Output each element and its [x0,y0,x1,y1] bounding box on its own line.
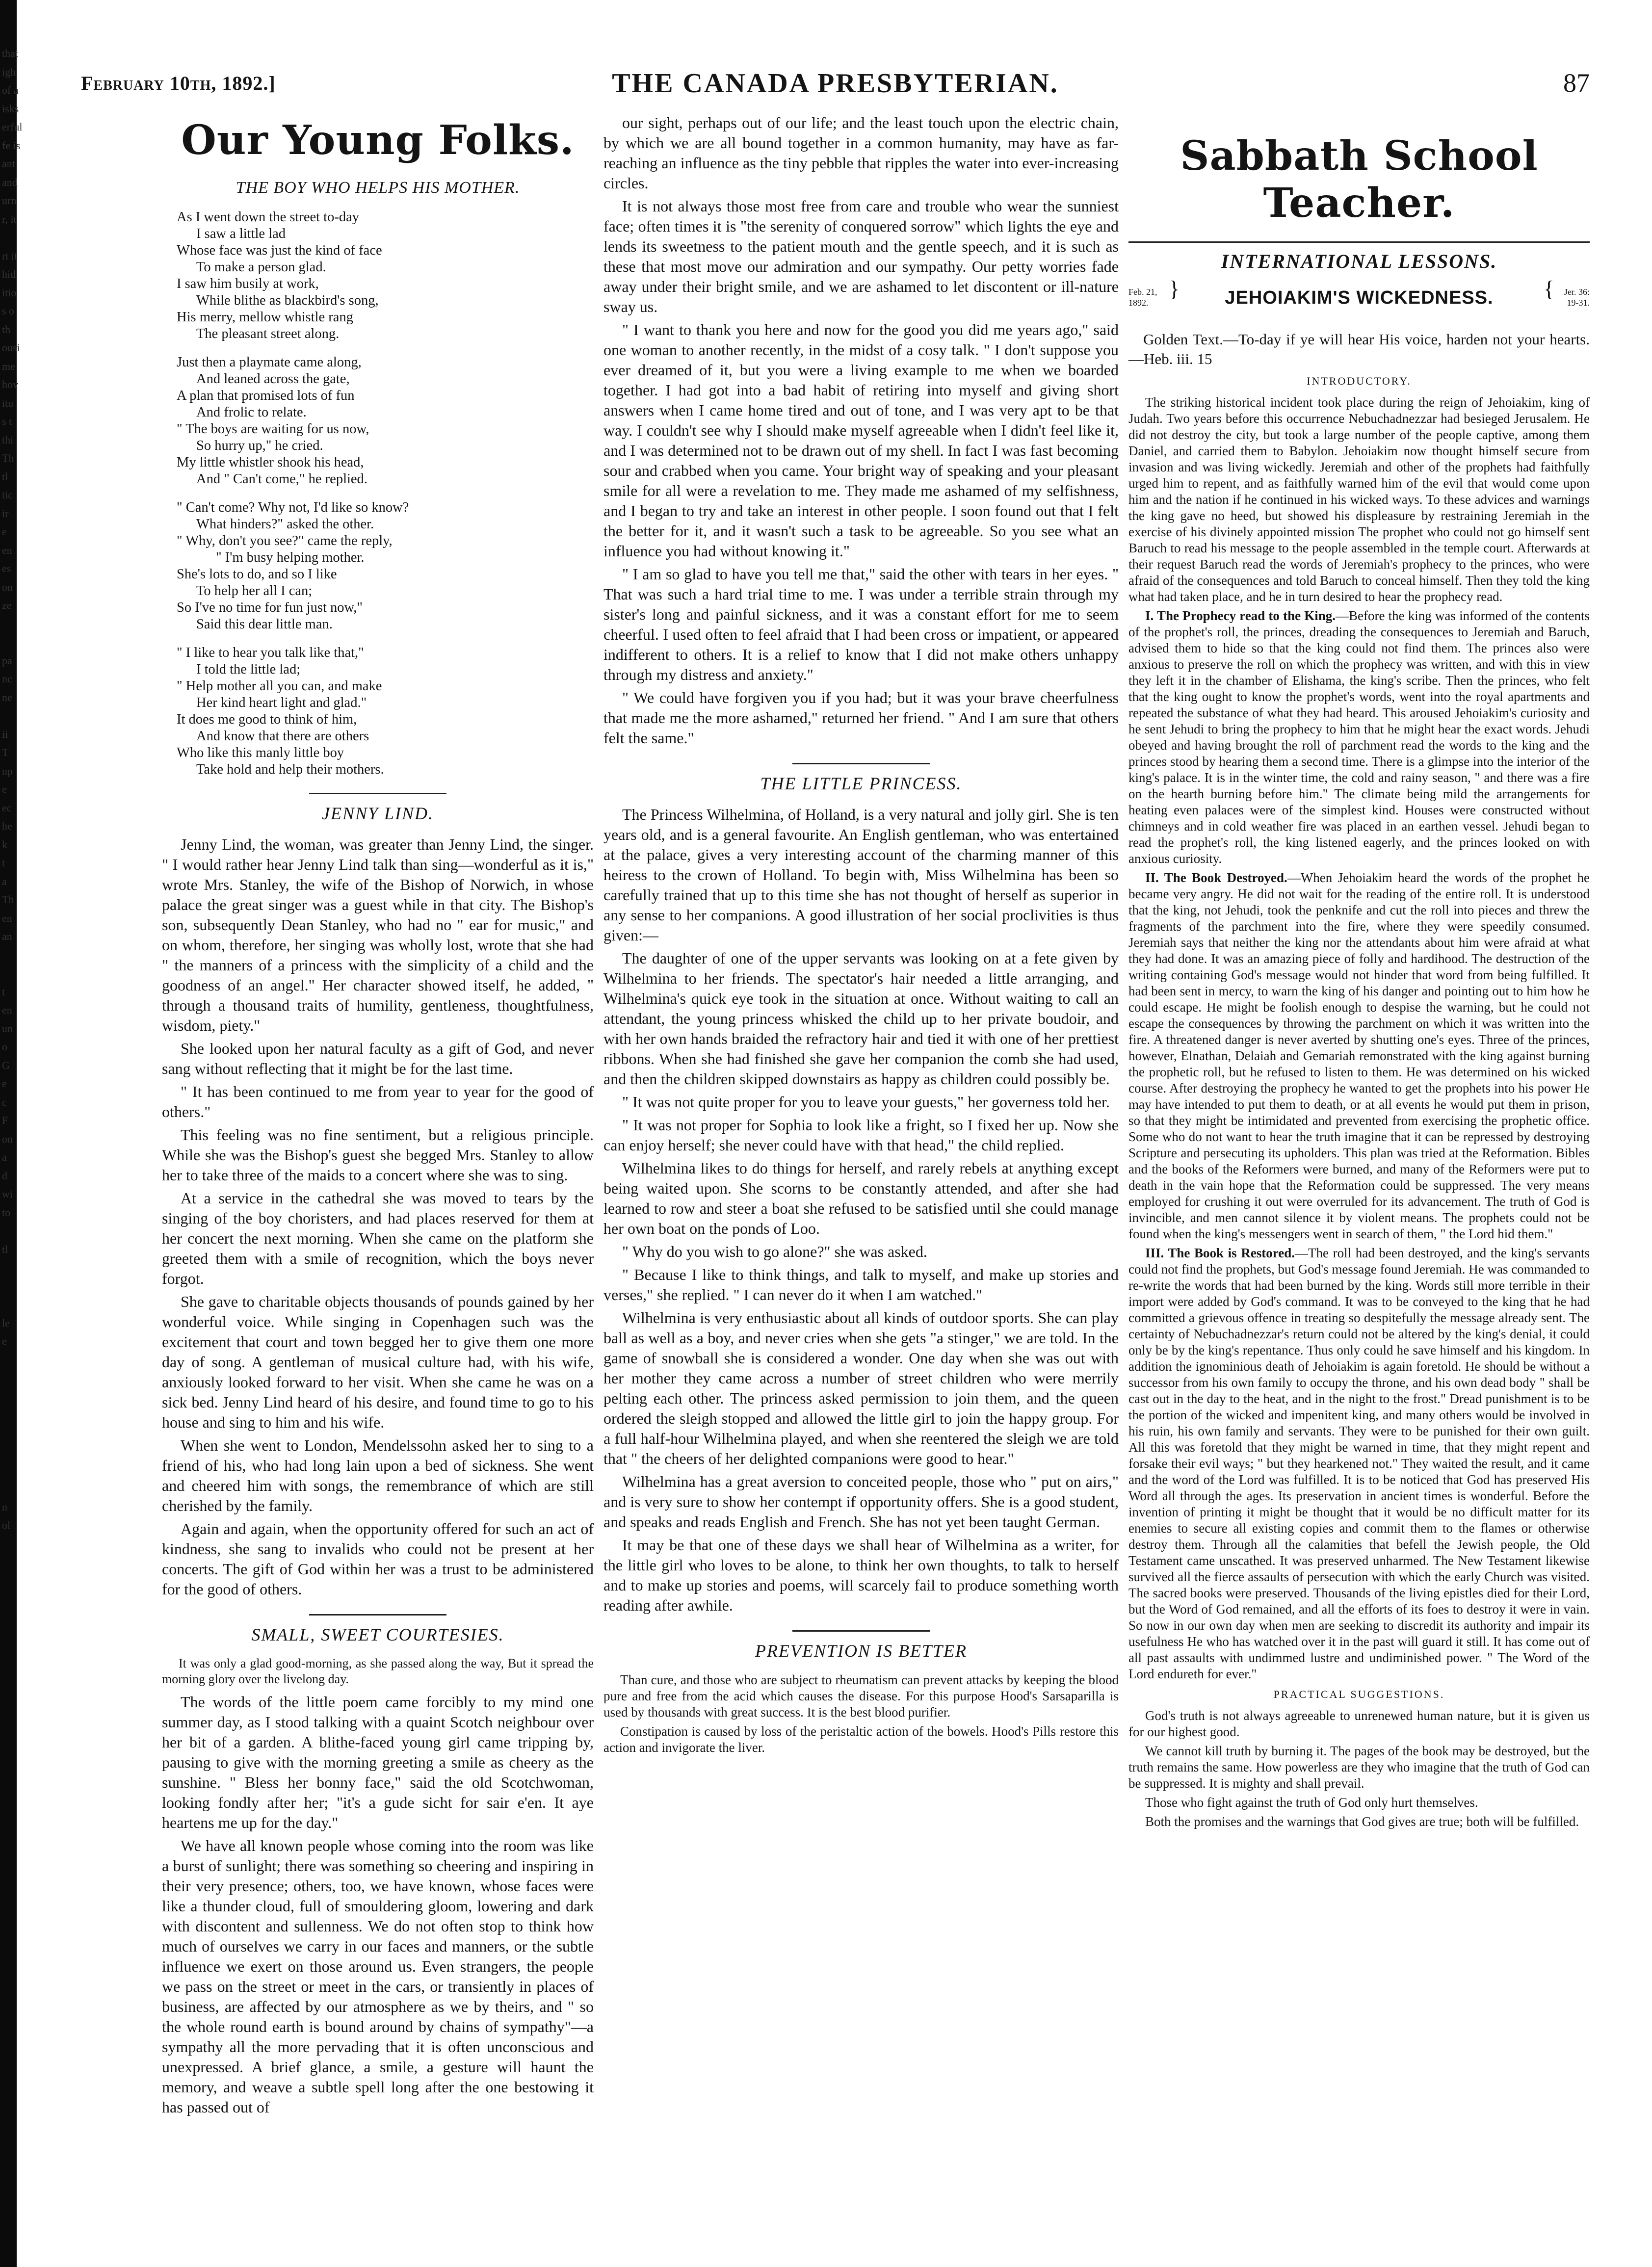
gutter-fragment: and [2,176,18,188]
gutter-fragment: urn [2,194,17,207]
gutter-fragment: th [2,323,11,336]
gutter-fragment: hov [2,378,18,391]
gutter-fragment: en [2,912,12,924]
paragraph: God's truth is not always agreeable to unrenewed human nature, but it is given us for our highest good. [1128,1708,1590,1739]
gutter-fragment: fe is [2,139,21,152]
divider [792,763,930,764]
article-title-courtesies: SMALL, SWEET COURTESIES. [251,1625,504,1644]
paragraph: " Because I like to think things, and talk to myself, and make up stories and verses," she replied. " I can never do it when I am watched." [603,1266,1119,1303]
section-1-body: —Before the king was informed of the contents of the prophet's roll, the princes, dreading the consequences to Jeremiah and Baruch, advised them to hide so that the king could not find them. The princes also were anxious to preserve the roll on which the prophecy was written, and with this in view they left it in the chamber of Elishama, the king's scribe. Then the princes, who felt that the king ought to know the prophet's words, went into the royal apartments and repeated the substance of what they had heard. This aroused Jehoiakim's curiosity and he sent Jehudi to bring the prophecy to him that he might hear the exact words. Jehudi obeyed and having brought the roll of parchment read the words to the king and the princes stood by hearing them a second time. There is a glimpse into the interior of the king's palace. It is in the winter time, the cold and rainy season, " and there was a fire on the hearth burning before him." The climate being mild the arrangements for heating even palaces were of the simplest kind. Houses were constructed without chimneys and in cold weather fire was placed in an earthen vessel. Jehudi began to read the prophet's roll, the king listened eagerly, and the princes looked on with anxious curiosity. [1128,608,1590,866]
gutter-fragment: G [2,1059,10,1071]
article-title-little-princess: THE LITTLE PRINCESS. [760,774,962,793]
paragraph: She gave to charitable objects thousands of pounds gained by her wonderful voice. While singing in Copenhagen such was the excitement that court and town begged her to give them one more day of song. A gentleman of musical culture had, with his wife, anxiously looked forward to her visit. When she came he was on a sick bed. Jenny Lind heard of his desire, and found time to go to his house and sing to him and his wife. [162,1293,594,1431]
gutter-fragment: es [2,562,11,574]
poem-line: What hinders?" asked the other. [196,517,374,532]
paragraph: " I want to thank you here and now for the good you did me years ago," said one woman to another recently, in the midst of a cosy talk. " I don't suppose you ever dreamed of it, but you were a living example to me when we boarded together. I had got into a bad habit of retiring into myself and giving short answers when I came home tired and out of tone, and I was very apt to be that way. I couldn't see why I should make myself agreeable when I didn't feel like it, and I was determined not to be drawn out of my shell. In fact I was fast becoming sour and crabbed when you came. Your bright way of speaking and your pleasant smile for all were a revelation to me. They made me ashamed of my selfishness, and I began to try and take an interest in other people. I soon found out that I felt the better for it, and it wasn't such a task to be agreeable. So you see what an influence you had without knowing it." [603,321,1119,560]
gutter-fragment [0,2234,15,2252]
gutter-fragment [0,1957,15,1976]
gutter-fragment [0,1608,15,1627]
poem-line: Her kind heart light and glad." [196,695,367,710]
paragraph: Wilhelmina has a great aversion to conceited people, those who " put on airs," and is very sure to show her contempt if opportunity offers. She is a good student, and speaks and reads English and French. She has not yet been taught German. [603,1473,1119,1531]
gutter-fragment: en [2,544,12,556]
gutter-fragment: on [2,580,13,593]
paragraph: The words of the little poem came forcibly to my mind one summer day, as I stood talking with a quaint Scotch neighbour over her bit of a garden. A blithe-faced young girl came tripping by, pausing to give with the morning greeting a smile as cheery as the sunshine. " Bless her bonny face," said the old Scotchwoman, looking fondly after her; "it's a gude sicht for sair e'en. It aye heartens me up for the day." [162,1693,594,1831]
epigraph: It was only a glad good-morning, as she passed along the way, But it spread the morning glory over the livelong day. [162,1656,594,1686]
gutter-fragment [0,2215,15,2234]
gutter-fragment: s o [2,305,15,317]
poem-line: I told the little lad; [196,662,301,677]
article-courtesies-continued [603,113,1119,748]
poem-line: Who like this manly little boy [177,745,344,760]
gutter-fragment: ze [2,599,12,611]
gutter-fragment: that [2,47,18,59]
gutter-fragment [0,1258,15,1277]
poem-boy-helps-mother [177,209,594,778]
section-2-body: —When Jehoiakim heard the words of the prophet he became very angry. He did not wait for the reading of the entire roll. It is understood that the king, not Jehudi, took the penknife and cut the roll into pieces and threw the fragments of the parchment into the fire, where they were speedily consumed. Jeremiah says that neither the king nor the attendants about him were afraid at what they had done. It was an amazing piece of folly and hardihood. The destruction of the writing containing God's message would not hinder that word from being fulfilled. It had been sent in mercy, to warn the king of his danger and pointing out to him how he could escape. He might be foolish enough to despise the warning, but he could not escape the consequences by throwing the parchment on which it was written into the fire. A threatened danger is never averted by shutting one's eyes. Three of the princes, however, Elnathan, Delaiah and Gemariah remonstrated with the king against burning the prophetic roll, but he refused to listen to them. He was determined on his wicked course. After destroying the prophecy he wanted to get the prophets into his power He may have intended to put them to death, or at all events he would put them in prison, so that they might be intimidated and prevented from exercising the prophetic office. Some who do not want to hear the truth imagine that it can be repressed by destroying Scripture and persecuting its upholders. This plan was tried at the Reformation. Bibles and the books of the Reformers were burned, and many of the Reformers were put to death in the vain hope that the Reformation could be suppressed. The very means employed for crushing it out were overruled for its advancement. The truth of God is invincible, and men cannot silence it by violent means. The prophets could not be found when the king's messengers went in search of them, " the Lord hid them." [1128,870,1590,1241]
gutter-fragment [0,1939,15,1958]
gutter-fragment: F [2,1114,8,1126]
gutter-fragment [0,1810,15,1829]
gutter-fragment [0,1976,15,1995]
gutter-fragment: k [2,838,7,851]
gutter-fragment [0,1792,15,1811]
divider [792,1630,930,1632]
paragraph: She looked upon her natural faculty as a gift of God, and never sang without reflecting that it might be for the last time. [162,1040,594,1077]
paragraph: our sight, perhaps out of our life; and the least touch upon the electric chain, by which we are all bound together in a common humanity, may have as far-reaching an influence as the tiny pebble that ripples the water into ever-increasing circles. [603,114,1119,192]
gutter-fragment [0,1700,15,1719]
gutter-fragment [0,633,15,651]
poem-line: " I'm busy helping mother. [216,550,365,565]
gutter-fragment: n [2,1500,7,1513]
ad-title-prevention: PREVENTION IS BETTER [755,1641,967,1661]
article-courtesies [162,1692,594,2117]
gutter-fragment: d [2,1169,7,1182]
gutter-fragment [0,1553,15,1571]
gutter-fragment: ant [2,157,15,170]
introductory-heading: INTRODUCTORY. [1307,375,1412,387]
paragraph: At a service in the cathedral she was moved to tears by the singing of the boy choristers, and had places reserved for them at her concert the next morning. When she came on the platform she greeted them with a smile of recognition, which the boys never forgot. [162,1189,594,1287]
issue-date: February 10th, 1892.] [81,72,276,94]
gutter-fragment [0,1755,15,1774]
poem-line: She's lots to do, and so I like [177,567,337,582]
article-little-princess [603,805,1119,1616]
article-jenny-lind [162,834,594,1599]
gutter-fragment: tl [2,1243,8,1255]
article-title-jenny-lind: JENNY LIND. [321,804,434,823]
page-number: 87 [1563,68,1590,98]
section-2-title: II. The Book Destroyed. [1145,870,1287,885]
divider [309,793,446,794]
gutter-fragment [0,1663,15,1682]
gutter-fragments [0,44,23,2105]
stanza-break [177,342,594,354]
page-header [81,68,1590,97]
poem-line: " The boys are waiting for us now, [177,421,369,437]
poem-line: Take hold and help their mothers. [196,762,384,777]
poem-line: And leaned across the gate, [196,371,350,387]
paragraph: Constipation is caused by loss of the peristaltic action of the bowels. Hood's Pills restore this action and invigorate the liver. [603,1724,1119,1755]
poem-line: The pleasant street along. [196,326,340,341]
gutter-fragment: T [2,746,9,758]
lesson-reference: { Jer. 36: 19-31. [1550,287,1590,308]
gutter-fragment: ne [2,691,12,704]
lesson-section-1 [1128,608,1590,867]
gutter-fragment [0,1902,15,1921]
gutter-fragment [0,1479,15,1498]
paragraph: Both the promises and the warnings that God gives are true; both will be fulfilled. [1145,1814,1579,1829]
gutter-fragment: itio [2,286,17,299]
poem-line: So I've no time for fun just now," [177,600,363,615]
paragraph: Those who fight against the truth of God only hurt themselves. [1145,1795,1478,1810]
gutter-fragment [0,228,15,247]
gutter-fragment: ousi [2,341,20,354]
gutter-fragment [0,1369,15,1387]
gutter-fragment: erful [2,121,23,133]
poem-line: To make a person glad. [196,260,326,275]
poem-line: And know that there are others [196,729,369,744]
gutter-fragment [0,2031,15,2050]
gutter-fragment [0,1351,15,1369]
stanza-break [177,488,594,499]
gutter-fragment [0,1994,15,2013]
gutter-fragment [0,1719,15,1737]
poem-line: Whose face was just the kind of face [177,243,382,258]
poem-line: My little whistler shook his head, [177,455,364,470]
gutter-fragment [0,2197,15,2215]
gutter-fragment [0,2160,15,2179]
poem-line: Just then a playmate came along, [177,355,362,370]
gutter-fragment: le [2,1316,10,1329]
gutter-fragment: igh [2,65,16,78]
gutter-fragment: Th [2,452,14,464]
gutter-fragment: an [2,930,12,942]
gutter-fragment: on [2,1132,13,1145]
lesson-date: Feb. 21, 1892. } [1128,287,1168,308]
gutter-fragment: o [2,1041,7,1053]
paper-title: THE CANADA PRESBYTERIAN. [612,68,1059,99]
gutter-fragment: thi [2,433,14,446]
paragraph: It is not always those most free from care and trouble who wear the sunniest face; often times it is "the serenity of conquered sorrow" which lights the eye and lends its sweetness to the patient mouth and the gentle speech, and it is such as these that most move our admiration and our sympathy. Our petty worries fade away under their bright smile, and we are ashamed to let discontent or ill-nature sway us. [603,197,1119,315]
paragraph: Than cure, and those who are subject to rheumatism can prevent attacks by keeping the blood pure and free from the acid which causes the disease. For this purpose Hood's Sarsaparilla is used by thousands with great success. It is the best blood purifier. [603,1672,1119,1720]
gutter-fragment [0,1829,15,1848]
gutter-fragment: hid [2,268,16,280]
gutter-fragment: me [2,360,15,372]
gutter-fragment [0,2013,15,2032]
gutter-fragment: ir [2,507,9,520]
lesson-title-bar [1128,285,1590,319]
poem-line: So hurry up," he cried. [196,438,323,453]
gutter-fragment [0,1571,15,1590]
poem-line: A plan that promised lots of fun [177,388,355,403]
gutter-fragment: s t [2,415,12,427]
gutter-fragment: to [2,1206,11,1219]
gutter-fragment [0,1295,15,1314]
paragraph: We cannot kill truth by burning it. The pages of the book may be destroyed, but the truth remains the same. How powerless are they who imagine that the truth of God can be suppressed. It is mighty and shall prevail. [1128,1744,1590,1791]
poem-line: I saw a little lad [196,226,286,241]
poem-line: I saw him busily at work, [177,276,319,291]
gutter-fragment [0,1682,15,1700]
column-3 [1128,113,1590,2237]
poem-line: " Can't come? Why not, I'd like so know? [177,500,409,515]
practical-suggestions-heading: PRACTICAL SUGGESTIONS. [1273,1688,1445,1700]
divider [309,1614,446,1616]
paragraph: " It was not quite proper for you to leave your guests," her governess told her. [622,1093,1110,1111]
section-masthead-sabbath-school: Sabbath School Teacher. [1180,132,1538,227]
gutter-fragment: he [2,820,12,832]
poem-line: His merry, mellow whistle rang [177,310,353,325]
gutter-fragment: tic [2,489,13,501]
poem-line: To help her all I can; [196,583,313,599]
poem-line: As I went down the street to-day [177,209,359,225]
international-lessons-heading: INTERNATIONAL LESSONS. [1128,241,1590,273]
gutter-fragment [0,1442,15,1461]
gutter-fragment: un [2,1022,13,1035]
gutter-fragment: a [2,1151,7,1163]
gutter-fragment [0,615,15,633]
paragraph: It may be that one of these days we shall hear of Wilhelmina as a writer, for the little girl who loves to be alone, to think her own thoughts, to talk to herself and to make up stories and poems, will scarcely fail to produce something worth reading after awhile. [603,1536,1119,1614]
practical-suggestions [1128,1708,1590,1830]
gutter-fragment [0,2178,15,2197]
gutter-fragment [0,946,15,964]
column-1 [162,113,594,2237]
gutter-fragment [0,2086,15,2105]
gutter-fragment [0,1406,15,1424]
gutter-fragment: isks [2,102,19,115]
gutter-fragment [0,1387,15,1406]
paragraph: Wilhelmina likes to do things for herself, and rarely rebels at anything except being waited upon. She scorns to be constantly attended, and after she had learned to row and steer a boat she refused to be satisfied until she could manage her own boat on the ponds of Loo. [603,1159,1119,1237]
gutter-fragment: e [2,783,7,795]
paragraph: " I am so glad to have you tell me that," said the other with tears in her eyes. " That was such a hard trial time to me. I was under a terrible strain through my sister's long and painful sickness, and it was a constant effort for me to seem cheerful. I used often to feel afraid that I had been cross or impatient, or appeared indifferent to others. It is a relief to know that I did not make others unhappy through my distress and anxiety." [603,565,1119,683]
gutter-fragment [0,1847,15,1866]
section-masthead-young-folks: Our Young Folks. [181,117,575,164]
gutter-fragment: tl [2,470,8,483]
gutter-fragment: wi [2,1188,13,1200]
gutter-fragment: nc [2,673,12,685]
gutter-fragment [0,1626,15,1645]
poem-line: " Why, don't you see?" came the reply, [177,533,393,548]
gutter-fragment: ol [2,1519,11,1531]
gutter-fragment [0,706,15,725]
gutter-fragment: e [2,1077,7,1090]
gutter-fragment: of a [2,84,19,96]
paragraph: Wilhelmina is very enthusiastic about all kinds of outdoor sports. She can play ball as well as a boy, and never cries when she gets "a stinger," we are told. In the game of snowball she is considered a wonder. One day when she was out with her mother they came across a number of street children who were merrily pelting each other. The princess asked permission to join them, and the queen ordered the sleigh stopped and allowed the little girl to join the happy group. For a full half-hour Wilhelmina played, and when she reentered the sleigh we are told that " the cheers of her delighted companions were good to hear." [603,1309,1119,1467]
gutter-fragment: e [2,1335,7,1347]
paragraph: Again and again, when the opportunity offered for such an act of kindness, she sang to invalids who could not be present at her concerts. The gift of God within her was a trust to be administered for the good of others. [162,1520,594,1598]
gutter-fragment [0,1921,15,1939]
paragraph: The Princess Wilhelmina, of Holland, is a very natural and jolly girl. She is ten years old, and is a general favourite. An English gentleman, who was entertained at the palace, gives a very interesting account of the charming manner of this heiress to the crown of Holland. To begin with, Miss Wilhelmina has been so carefully trained that up to this time she has not thought of herself as superior in any sense to her companions. A good illustration of her social proclivities is thus given:— [603,806,1119,944]
gutter-fragment: t [2,985,5,998]
paragraph: " It was not proper for Sophia to look like a fright, so I fixed her up. Now she can enjoy herself; she never could have with that head," the child replied. [603,1116,1119,1154]
poem-line: And " Can't come," he replied. [196,471,367,487]
gutter-fragment: itu [2,396,14,409]
paragraph: The daughter of one of the upper servants was looking on at a fete given by Wilhelmina to her friends. The spectator's hair needed a little arranging, and Wilhelmina's quick eye took in the situation at once. Without waiting to call an attendant, the young princess whisked the child up to her private boudoir, and with her own hands braided the refractory hair and tied it with one of her prettiest ribbons. When she had finished she gave her companion the comb she had used, and then the children skipped downstairs as happy as children could possibly be. [603,949,1119,1088]
gutter-fragment: a [2,875,7,887]
poem-line: Said this dear little man. [196,617,333,632]
poem-line: " I like to hear you talk like that," [177,645,364,660]
gutter-fragment [0,1424,15,1443]
paragraph: This feeling was no fine sentiment, but a religious principle. While she was the Bishop's guest she begged Mrs. Stanley to allow her to take three of the maids to a concert where she was to sing. [162,1126,594,1184]
lesson-title: JEHOIAKIM'S WICKEDNESS. [1225,287,1494,308]
poem-line: It does me good to think of him, [177,712,357,727]
poem-line: And frolic to relate. [196,405,307,420]
column-2 [603,113,1119,2237]
gutter-fragment: pa [2,654,12,667]
gutter-fragment [0,1884,15,1902]
advertisement-hoods [603,1672,1119,1756]
paragraph: Jenny Lind, the woman, was greater than Jenny Lind, the singer. " I would rather hear Jenny Lind talk than sing—wonderful as it is," wrote Mrs. Stanley, the wife of the Bishop of Norwich, in whose palace the great singer was a guest while in that city. The Bishop's son, subsequently Dean Stanley, who had no " ear for music," and on whom, therefore, her singing was wholly lost, wrote that she had " the manners of a princess with the simplicity of a child and the goodness of an angel." Her character showed itself, he added, " through a thousand traits of humility, gentleness, thoughtfulness, wisdom, piety." [162,835,594,1034]
gutter-fragment [0,1277,15,1296]
paragraph: " Why do you wish to go alone?" she was asked. [622,1243,927,1260]
gutter-fragment: en [2,1004,12,1016]
paragraph: " It has been continued to me from year to year for the good of others." [162,1083,594,1120]
paragraph: When she went to London, Mendelssohn asked her to sing to a friend of his, who had long lain upon a bed of sickness. She went and cheered him with songs, the remembrance of which are still cherished by the family. [162,1436,594,1514]
golden-text: Golden Text.—To-day if ye will hear His voice, harden not your hearts.—Heb. iii. 15 [1128,331,1590,367]
gutter-fragment [0,1866,15,1884]
paragraph: We have all known people whose coming into the room was like a burst of sunlight; there was something so cheering and inspiring in their very presence; others, too, we have known, whose faces were like a thunder cloud, full of smouldering gloom, lowering and dark with discontent and sullenness. We do not often stop to think how much of ourselves we carry in our faces and manners, or the subtle influence we exert on those around us. Even strangers, the people we pass on the street or meet in the cars, or transiently in places of business, are affected by our atmosphere as we by theirs, and " so the whole round earth is bound around by chains of sympathy"—a sympathy all the more pervading that it is often unconscious and unexpressed. A brief glance, a smile, a gesture will haunt the memory, and weave a subtle spell long after the one bestowing it has passed out of [162,1837,594,2116]
introductory-text: The striking historical incident took place during the reign of Jehoiakim, king of Judah. Two years before this occurrence Nebuchadnezzar had besieged Jerusalem. He did not destroy the city, but took a large number of the people captive, among them Daniel, and carried them to Babylon. Jehoiakim now thought himself secure from invasion and was living wickedly. Jeremiah and other of the prophets had faithfully urged him to repent, and as faithfully warned him of the evil that would come upon him and the nation if he continued in his wicked ways. To these advices and warnings the king gave no heed, but showed his displeasure by restraining Jeremiah in the exercise of his divinely appointed mission The prophet who could not go himself sent Baruch to read his message to the people assembled in the temple court. Afterwards at their request Baruch read the words of Jeremiah's prophecy to the princes, who were afraid of the consequences and told Baruch to conceal himself. Then they told the king what had taken place, and he in turn desired to hear the prophecy read. [1128,395,1590,604]
gutter-fragment [0,2050,15,2068]
gutter-fragment: c [2,1095,7,1108]
gutter-fragment: Th [2,893,14,906]
gutter-fragment [0,1590,15,1608]
gutter-fragment: r, it [2,212,17,225]
gutter-fragment [0,1773,15,1792]
section-3-title: III. The Book is Restored. [1145,1246,1295,1260]
gutter-fragment: t [2,857,5,869]
poem-title: THE BOY WHO HELPS HIS MOTHER. [236,179,520,197]
lesson-section-3 [1128,1245,1590,1682]
gutter-fragment [0,964,15,983]
gutter-fragment [0,2123,15,2142]
gutter-fragment: e [2,525,7,538]
gutter-fragment [0,2105,15,2123]
gutter-fragment [0,1461,15,1480]
gutter-fragment: rt it [2,249,18,262]
gutter-fragment [0,2068,15,2086]
gutter-fragment [0,1737,15,1755]
section-3-body: —The roll had been destroyed, and the king's servants could not find the prophets, but God's message found Jeremiah. He was commanded to re-write the words that had been burned by the king. Words still more terrible in their import were added by God's command. It was to be conveyed to the king that he had committed a grievous offence in treating so despitefully the message already sent. The certainty of Nebuchadnezzar's return could not be altered by the king's denial, it could only be by the king's repentance. Thus only could he save himself and his kingdom. In addition the ignominious death of Jehoiakim is again foretold. He should be without a successor from his own family to occupy the throne, and his own dead body " shall be cast out in the day to the heat, and in the night to the frost." Dread punishment is to be the portion of the wicked and impenitent king, and many others would be involved in his ruin, his own family and servants. They were to be punished for their own guilt. All this was foretold that they might be warned in time, that they might repent and forsake their evil ways; " but they hearkened not." They waited the result, and it came and the word of the Lord was fulfilled. It is to be noticed that God has preserved His Word all through the ages. Its preservation in ancient times is wonderful. Before the invention of printing it might be thought that it would be no difficult matter for its enemies to secure all existing copies and commit them to the flames or otherwise destroy them. Through all the calamities that befell the Jewish people, the Old Testament came unscathed. It was preserved unharmed. The New Testament likewise survived all the fierce assaults of persecution with which the early Church was visited. The sacred books were preserved. Thousands of the living epistles died for their Lord, but the Word of God remained, and all the efforts of its foes to destroy it were in vain. So now in our own day when men are seeking to discredit its authority and impair its usefulness He who has watched over it in the past will guard it still. It has come out of all past assaults with undimmed lustre and undiminished power. " The Word of the Lord endureth for ever." [1128,1246,1590,1681]
gutter-fragment: np [2,764,13,777]
poem-line: " Help mother all you can, and make [177,678,382,694]
gutter-fragment: ii [2,728,8,740]
poem-line: While blithe as blackbird's song, [196,293,379,308]
gutter-fragment [0,1645,15,1664]
stanza-break [177,633,594,645]
gutter-fragment [0,1535,15,1553]
section-1-title: I. The Prophecy read to the King. [1145,608,1336,623]
paragraph: " We could have forgiven you if you had; but it was your brave cheerfulness that made me the more ashamed," returned her friend. " And I am sure that others felt the same." [603,689,1119,747]
gutter-fragment [0,1222,15,1240]
gutter-fragment [0,2141,15,2160]
lesson-section-2 [1128,870,1590,1242]
gutter-fragment: ec [2,801,12,814]
